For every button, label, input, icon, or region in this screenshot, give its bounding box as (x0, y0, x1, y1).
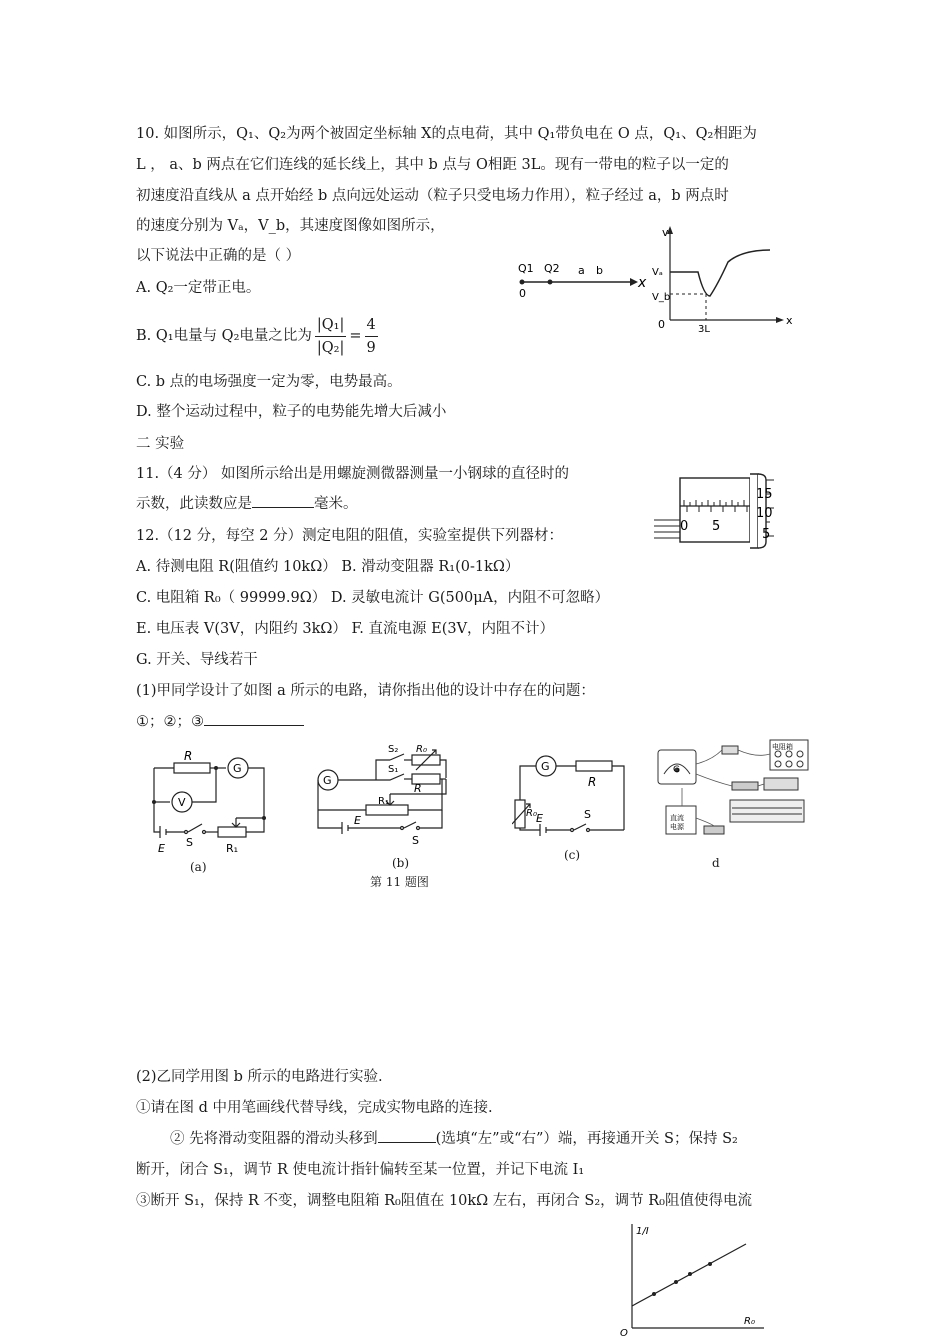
caption-b-sub: 第 11 题图 (370, 875, 429, 889)
q1-label: Q1 (518, 262, 534, 275)
q10-line1: 10. 如图所示，Q₁、Q₂为两个被固定坐标轴 X的点电荷，其中 Q₁带负电在 O 点，Q₁、Q₂相距为 (136, 126, 757, 142)
thimble-label-5: 5 (762, 527, 771, 542)
q11-line1: 11.（4 分） 如图所示给出是用螺旋测微器测量一小钢球的直径时的 (136, 466, 570, 482)
equals-sign: = (349, 328, 362, 344)
point-b-label: b (596, 264, 603, 277)
c-r0-label: R₀ (526, 808, 537, 819)
origin-label: 0 (519, 287, 526, 300)
d-supply-label-2: 电源 (670, 823, 684, 831)
b-switch-label: S (412, 834, 419, 847)
d-supply-label: 直流 (670, 814, 684, 822)
problem-three-blank[interactable] (204, 725, 304, 726)
ratio-value-fraction (365, 314, 378, 359)
part2-line3-post: (选填“左”或“右”）端，再接通开关 S；保持 S₂ (435, 1131, 738, 1147)
ratio-value-numerator: 4 (365, 314, 378, 337)
ratio-value-denominator: 9 (366, 339, 376, 356)
charge-ratio-fraction (315, 314, 346, 359)
q11-line2-pre: 示数，此读数应是 (136, 496, 252, 512)
circuit-b (312, 742, 452, 852)
va-label: Vₐ (652, 267, 663, 278)
q12-line1: 12.（12 分，每空 2 分）测定电阻的阻值，实验室提供下列器材： (136, 528, 564, 544)
q10-line4: 的速度分别为 Vₐ，V_b，其速度图像如图所示， (136, 218, 445, 234)
part2-line2: ①请在图 d 中用笔画线代替导线，完成实物电路的连接. (136, 1100, 493, 1116)
c-emf-label: E (536, 812, 543, 825)
q12-line7-text: ①；②；③ (136, 714, 204, 730)
q10-option-d: D. 整个运动过程中，粒子的电势能先增大后减小 (136, 404, 447, 420)
3l-label: 3L (698, 324, 710, 335)
q12-line3: C. 电阻箱 R₀（ 99999.9Ω） D. 灵敏电流计 G(500μA，内阻不可忽略） (136, 590, 610, 606)
q10-option-a: A. Q₂一定带正电。 (136, 280, 261, 296)
velocity-graph (640, 224, 800, 336)
caption-d: d (712, 856, 720, 870)
graph2-origin-label: O (620, 1328, 628, 1338)
q10-line3: 初速度沿直线从 a 点开始经 b 点向远处运动（粒子只受电场力作用），粒子经过 a，b 两点时 (136, 188, 729, 204)
a-galvanometer-label: G (233, 762, 242, 775)
thimble-label-15: 15 (756, 487, 773, 502)
x-axis-label: x (638, 275, 647, 291)
q11-line2-post: 毫米。 (314, 496, 358, 512)
main-scale-0: 0 (680, 519, 689, 534)
a-rheostat-label: R₁ (226, 842, 239, 855)
b-r0-label: R₀ (416, 744, 427, 755)
graph-x-label: x (786, 314, 793, 327)
circuit-a (146, 746, 272, 856)
q10-option-b-text: B. Q₁电量与 Q₂电量之比为 (136, 328, 312, 344)
a-resistor-label: R (184, 749, 193, 763)
charge-axis-figure (512, 250, 652, 310)
q12-line7 (136, 712, 304, 732)
q2-label: Q2 (544, 262, 560, 275)
d-resistance-box-label: 电阻箱 (772, 743, 793, 751)
c-galvanometer-label: G (541, 760, 550, 773)
ratio-denominator: |Q₂| (316, 339, 345, 356)
slider-direction-blank[interactable] (378, 1142, 436, 1143)
part2-line3 (170, 1129, 738, 1149)
vb-label: V_b (652, 292, 671, 303)
q10-line2: L ， a、b 两点在它们连线的延长线上，其中 b 点与 O相距 3L。现有一带电的粒子以一定的 (136, 157, 729, 173)
c-switch-label: S (584, 808, 591, 821)
a-switch-label: S (186, 836, 193, 849)
b-emf-label: E (354, 814, 361, 827)
main-scale-5: 5 (712, 519, 721, 534)
b-r1-label: R₁ (378, 796, 389, 807)
d-galvanometer-label: G (673, 765, 680, 775)
b-galvanometer-label: G (323, 774, 332, 787)
ratio-numerator: |Q₁| (315, 314, 346, 337)
graph2-x-label: R₀ (744, 1316, 755, 1327)
part2-line4: 断开，闭合 S₁，调节 R 使电流计指针偏转至某一位置，并记下电流 I₁ (136, 1162, 585, 1178)
micrometer-figure (654, 468, 790, 552)
caption-a: (a) (190, 860, 207, 874)
q10-option-b (136, 312, 381, 360)
q12-line4: E. 电压表 V(3V，内阻约 3kΩ） F. 直流电源 E(3V，内阻不计） (136, 621, 555, 637)
b-resistor-label: R (414, 782, 422, 795)
q10-line5: 以下说法中正确的是（ ） (136, 248, 301, 264)
q10-option-c: C. b 点的电场强度一定为零，电势最高。 (136, 374, 402, 390)
part2-line5: ③断开 S₁，保持 R 不变，调整电阻箱 R₀阻值在 10kΩ 左右，再闭合 S₂，调节 R₀阻值使得电流 (136, 1193, 752, 1209)
q12-line2: A. 待测电阻 R(阻值约 10kΩ） B. 滑动变阻器 R₁(0-1kΩ） (136, 559, 520, 575)
section-title: 二 实验 (136, 436, 185, 452)
v-axis-label: v (662, 226, 669, 239)
thimble-label-10: 10 (756, 506, 773, 521)
micrometer-reading-blank[interactable] (252, 507, 314, 508)
apparatus-d (652, 738, 812, 844)
a-voltmeter-label: V (178, 796, 186, 809)
circuit-c (512, 748, 630, 844)
q12-line6: (1)甲同学设计了如图 a 所示的电路，请你指出他的设计中存在的问题： (136, 683, 595, 699)
q12-line5: G. 开关、导线若干 (136, 652, 258, 668)
caption-b: (b) (392, 856, 410, 870)
graph2-y-label: 1/I (636, 1226, 649, 1237)
c-resistor-label: R (588, 775, 597, 789)
part2-line3-pre: ② 先将滑动变阻器的滑动头移到 (170, 1131, 378, 1147)
q11-line2 (136, 494, 358, 514)
inverse-current-graph (614, 1218, 774, 1338)
point-a-label: a (578, 264, 585, 277)
caption-c: (c) (564, 848, 581, 862)
graph-origin-label: 0 (658, 318, 665, 331)
b-s2-label: S₂ (388, 744, 399, 755)
a-emf-label: E (158, 842, 165, 855)
b-s1-label: S₁ (388, 764, 399, 775)
part2-line1: (2)乙同学用图 b 所示的电路进行实验. (136, 1069, 383, 1085)
